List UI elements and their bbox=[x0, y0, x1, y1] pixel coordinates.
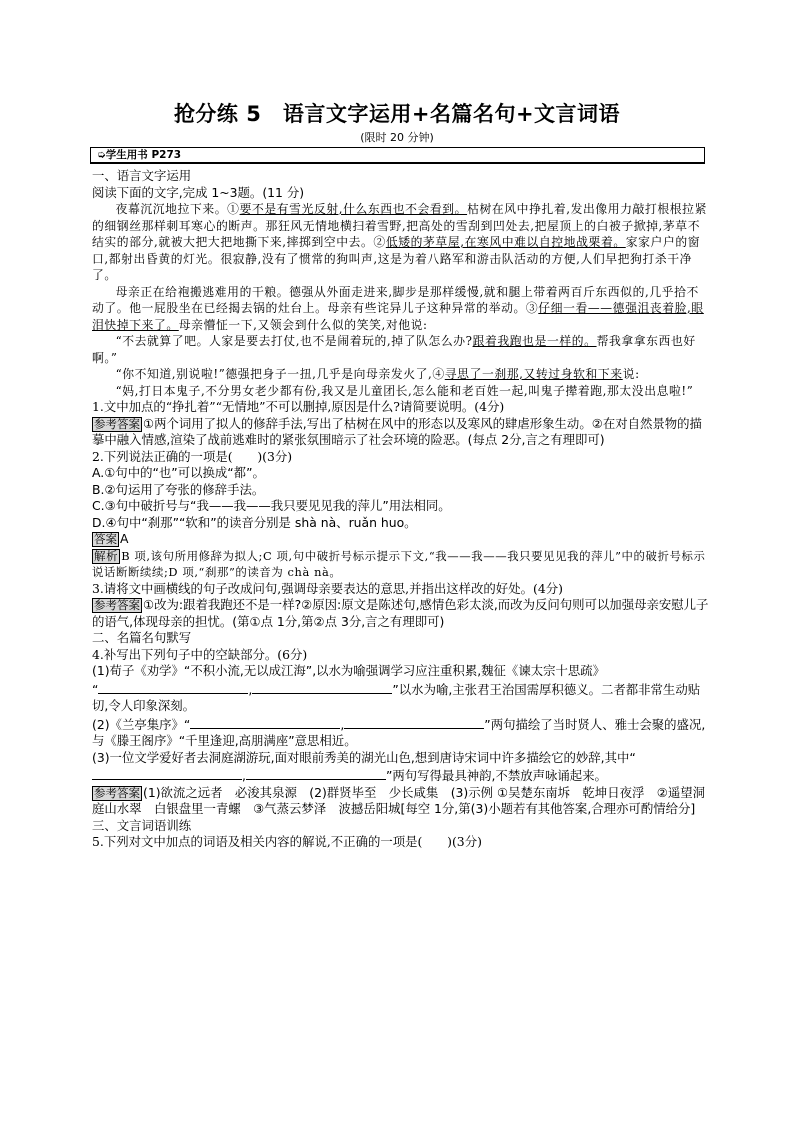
fill-item-3 bbox=[92, 750, 709, 785]
answer-label: 参考答案 bbox=[94, 598, 140, 612]
item-text: ”两句写得最具神韵,不禁放声咏诵起来。 bbox=[385, 768, 607, 783]
answer-blank[interactable] bbox=[190, 715, 340, 729]
item-text: (3)一位文学爱好者去洞庭湖游玩,面对眼前秀美的湖光山色,想到唐诗宋词中许多描绘它的妙辞,其中 bbox=[92, 749, 630, 765]
item-text: “ bbox=[92, 681, 99, 697]
option-c: C.③句中破折号与“我——我——我只要见见我的萍儿”用法相同。 bbox=[92, 498, 451, 513]
passage-paragraph bbox=[92, 284, 709, 334]
question-2: 2.下列说法正确的一项是( )(3分) bbox=[92, 448, 293, 464]
answer-text: ①两个词用了拟人的修辞手法,写出了枯树在风中的形态以及寒风的肆虐形象生动。②在对自然景物的描摹中融入情感,渲染了战前逃难时的紧张氛围暗示了社会环境的险恶。(每点 2分,言之有理即可) bbox=[92, 415, 702, 447]
passage-text: “你不知道,别说啦!”德强把身子一扭,几乎是向母亲发火了,④ bbox=[115, 367, 445, 381]
answer-label: 参考答案 bbox=[94, 416, 140, 431]
passage-text: 说: bbox=[622, 367, 640, 381]
option-d: D.④句中“刹那”“软和”的读音分别是 shà nà、ruǎn huo。 bbox=[92, 514, 417, 530]
question-5: 5.下列对文中加点的词语及相关内容的解说,不正确的一项是( )(3分) bbox=[92, 834, 482, 849]
textbook-ref: ➭学生用书 P273 bbox=[97, 149, 182, 161]
passage-paragraph bbox=[92, 366, 709, 383]
answer-4 bbox=[92, 785, 709, 818]
answer-3 bbox=[92, 597, 709, 630]
item-text: , bbox=[340, 716, 345, 732]
answer-text: ①改为:跟着我跑还不是一样?②原因:原文是陈述句,感情色彩太淡,而改为反问句则可以加强母亲安慰儿子的语气,体现母亲的担忧。(第①点 1分,第②点 3分,言之有理即可) bbox=[92, 597, 709, 629]
question-4: 4.补写出下列句子中的空缺部分。(6分) bbox=[92, 646, 308, 662]
answer-blank[interactable] bbox=[98, 680, 248, 694]
passage-text: 母亲懵怔一下,又领会到什么似的笑笑,对他说: bbox=[178, 317, 428, 332]
fill-item-2 bbox=[92, 715, 709, 750]
fill-item-1 bbox=[92, 663, 709, 715]
question-1: 1.文中加点的“挣扎着”“无情地”不可以删掉,原因是什么?请简要说明。(4分) bbox=[92, 399, 505, 414]
question-3: 3.请将文中画横线的句子改成问句,强调母亲要表达的意思,并指出这样改的好处。(4分) bbox=[92, 580, 563, 596]
section-heading: 一、语言文字运用 bbox=[92, 168, 192, 183]
option-a: A.①句中的“也”可以换成“都”。 bbox=[92, 465, 265, 480]
time-limit: (限时 20 分钟) bbox=[360, 131, 434, 144]
passage-paragraph bbox=[92, 333, 709, 366]
answer-label: 答案 bbox=[94, 532, 117, 546]
item-text: ”两句描绘了当时贤人、雅士会聚的盛况,与《滕王阁序》“千里逢迎,高朋满座”意思相近。 bbox=[92, 716, 706, 748]
answer-2 bbox=[92, 531, 709, 548]
answer-text: A bbox=[120, 531, 129, 546]
answer-blank[interactable] bbox=[344, 715, 484, 729]
answer-1 bbox=[92, 416, 709, 449]
underlined-sentence: 低矮的茅草屋,在寒风中难以自控地战栗着。 bbox=[385, 235, 626, 249]
item-text: (1)荀子《劝学》“不积小流,无以成江海”,以水为喻强调学习应注重积累,魏征《谏太宗十思疏》 bbox=[92, 663, 606, 678]
answer-blank[interactable] bbox=[92, 766, 242, 780]
item-text: (2)《兰亭集序》“ bbox=[92, 716, 191, 732]
section-heading: 二、名篇名句默写 bbox=[92, 630, 192, 645]
section-heading: 三、文言词语训练 bbox=[92, 817, 192, 833]
item-text: , bbox=[242, 768, 246, 783]
item-text: , bbox=[248, 681, 253, 697]
passage-text: “不去就算了吧。人家是要去打仗,也不是闹着玩的,掉了队怎么办? bbox=[115, 334, 473, 348]
page-title: 抢分练 5 语言文字运用+名篇名句+文言词语 bbox=[173, 102, 621, 126]
option-b: B.②句运用了夸张的修辞手法。 bbox=[92, 481, 265, 497]
underlined-sentence: 跟着我跑也是一样的。 bbox=[472, 334, 597, 348]
underlined-sentence: 要不是有雪光反射,什么东西也不会看到。 bbox=[239, 202, 468, 216]
textbook-ref-bar bbox=[90, 147, 705, 164]
item-text: ”以水为喻,主张君王治国需厚积德义。二者都非常生动贴切,令人印象深刻。 bbox=[92, 681, 701, 713]
explanation-2 bbox=[92, 548, 709, 581]
answer-label: 参考答案 bbox=[94, 785, 140, 800]
reading-intro: 阅读下面的文字,完成 1~3题。(11 分) bbox=[92, 184, 305, 200]
passage-text: 夜幕沉沉地拉下来。① bbox=[115, 202, 240, 216]
passage-text: 母亲正在给袍搬逃难用的干粮。德强从外面走进来,脚步是那样缓慢,就和腿上带着两百斤东西似的,几乎拾不动了。他一屁股坐在已经揭去锅的灶台上。母亲有些诧异儿子这种异常的举动。③ bbox=[92, 284, 699, 315]
explanation-label: 解析 bbox=[94, 548, 119, 563]
passage-text: 枯树在风中挣扎着,发出像用力敲打根根拉紧的细钢丝那样刺耳寒心的断声。那狂风无情地横扫着雪野,把高处的雪刮到凹处去,把屋顶上的白被子掀掉,茅草不结实的部分,就被大把大把地撕下来,摔掷到空中去。② bbox=[92, 202, 707, 249]
passage-paragraph bbox=[92, 201, 709, 284]
passage-text: 家家户户的窗口,都射出昏黄的灯光。很寂静,没有了惯常的狗叫声,这是为着八路军和游击队活动的方便,人们早把狗打杀干净了。 bbox=[92, 235, 701, 282]
content-body bbox=[92, 168, 709, 851]
underlined-sentence: 仔细一看——德强沮丧着脸,眼泪快掉下来了。 bbox=[92, 301, 704, 332]
underlined-sentence: 寻思了一刹那,又转过身软和下来 bbox=[444, 367, 623, 381]
answer-text: (1)欲流之远者 必浚其泉源 (2)群贤毕至 少长咸集 (3)示例 ①吴楚东南坼 乾坤日夜浮 ②遥望洞庭山水翠 白银盘里一青螺 ③气蒸云梦泽 波撼岳阳城[每空 1分,第(3)小题若有其他答案,合理亦可酌情给分] bbox=[92, 784, 706, 816]
explanation-text: B 项,该句所用修辞为拟人;C 项,句中破折号标示提示下文,“我——我——我只要见见我的萍儿”中的破折号标示说话断断续续;D 项,“刹那”的读音为 chà nà。 bbox=[92, 548, 706, 579]
item-text: “ bbox=[629, 749, 636, 765]
answer-blank[interactable] bbox=[246, 766, 386, 780]
passage-paragraph: “妈,打日本鬼子,不分男女老少都有份,我又是儿童团长,怎么能和老百姓一起,叫鬼子撵着跑,那太没出息啦!” bbox=[115, 383, 694, 398]
passage-text: 帮我拿拿东西也好啊。” bbox=[92, 334, 696, 365]
answer-blank[interactable] bbox=[252, 680, 392, 694]
